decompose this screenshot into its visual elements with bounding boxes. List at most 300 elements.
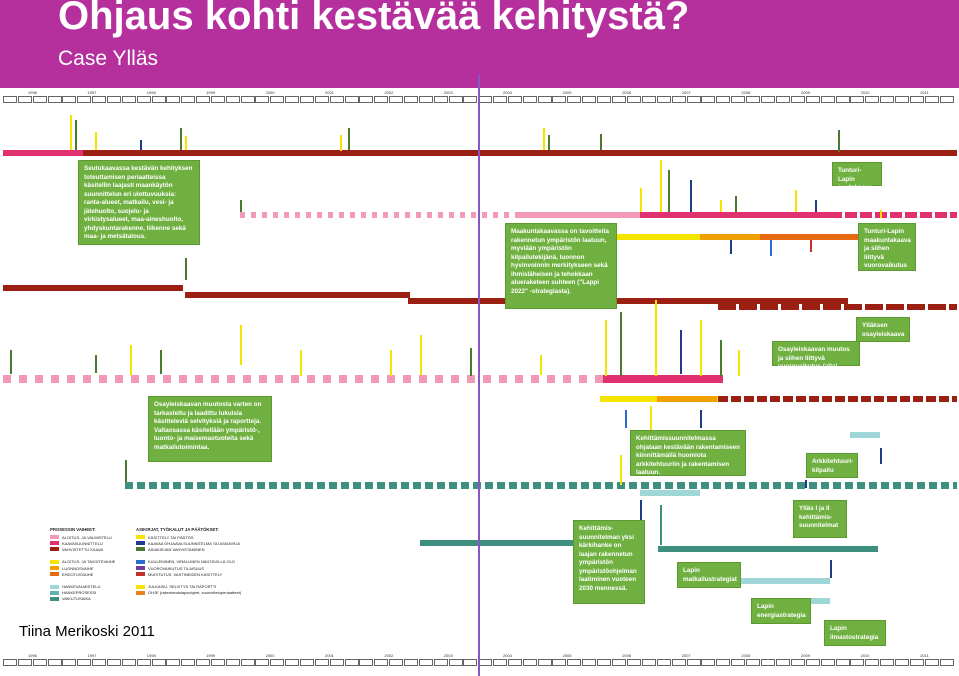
quarter-cell — [478, 659, 492, 666]
year-label: 2003 — [443, 90, 453, 95]
legend-label: VUOROVAIKUTUS TILAISUUS — [148, 565, 205, 571]
quarter-cell — [880, 659, 894, 666]
event-marker — [770, 240, 772, 256]
event-marker — [720, 340, 722, 376]
bar-hanke-impact — [893, 482, 901, 489]
quarter-cell — [48, 96, 62, 103]
quarter-cell — [255, 659, 269, 666]
bar-hanke-impact — [593, 482, 601, 489]
bar-maakunta-plan-2 — [935, 212, 947, 218]
legend-swatch — [136, 541, 145, 545]
bar-yleiskaava-valid-4 — [928, 304, 946, 310]
quarter-cell — [925, 659, 939, 666]
bar-hanke-impact — [389, 482, 397, 489]
legend-label: OHJE (rakentamistapaohjeet, suunnitteluperiaatteet) — [148, 590, 242, 596]
bar-yleiskaava-valid-4 — [823, 304, 841, 310]
quarter-cell — [181, 659, 195, 666]
year-label: 2007 — [681, 90, 691, 95]
quarter-cell — [181, 96, 195, 103]
quarter-cell — [627, 659, 641, 666]
bar-yleiskaava-valid — [3, 285, 183, 291]
quarter-cell — [791, 659, 805, 666]
quarter-cell — [330, 96, 344, 103]
bar-osayleiskaava-valid — [744, 396, 754, 402]
bar-maakunta-prep — [383, 212, 388, 218]
bar-hanke-impact — [317, 482, 325, 489]
bar-osayleiskaava-valid — [783, 396, 793, 402]
bar-hanke-impact — [737, 482, 745, 489]
quarter-cell — [226, 659, 240, 666]
legend-process-phases — [50, 527, 130, 602]
legend-swatch — [50, 578, 59, 582]
quarter-cell — [33, 96, 47, 103]
callout-osayleiskaava-muutos: Osayleiskaavan muutos ja siihen liittyvä vuorovaikutus (alla) — [772, 341, 860, 366]
bar-yleiskaava-valid-4 — [760, 304, 778, 310]
bar-hanke-impact — [905, 482, 913, 489]
quarter-cell — [850, 659, 864, 666]
year-label: 1997 — [87, 90, 97, 95]
event-marker — [668, 170, 670, 212]
bar-maakunta-prep — [427, 212, 432, 218]
quarter-cell — [374, 96, 388, 103]
legend-item — [50, 596, 130, 602]
quarter-cell — [552, 659, 566, 666]
legend-swatch — [50, 572, 59, 576]
bar-osayleiskaava-prep — [499, 375, 507, 383]
quarter-cell — [62, 96, 76, 103]
bar-osayleiskaava-prep — [275, 375, 283, 383]
bar-maakunta-prep — [482, 212, 487, 218]
event-marker — [650, 406, 652, 430]
legend-label: LUONNOSVAIHE — [62, 565, 94, 571]
bar-maakunta-prep — [262, 212, 267, 218]
bar-maakunta-plan-2 — [920, 212, 932, 218]
event-marker — [880, 210, 882, 218]
quarter-cell — [731, 96, 745, 103]
event-marker — [690, 180, 692, 212]
bar-seutukaava-valid-2 — [833, 150, 957, 156]
event-marker — [348, 128, 350, 150]
quarter-cell — [211, 659, 225, 666]
quarter-cell — [434, 659, 448, 666]
quarter-cell — [627, 96, 641, 103]
bar-osayleiskaava-valid — [822, 396, 832, 402]
bar-hanke-impact — [509, 482, 517, 489]
callout-lapin-matkailustrategiat: Lapin matkailustrategiat — [677, 562, 741, 588]
quarter-cell — [137, 659, 151, 666]
bar-osayleiskaava-prep — [483, 375, 491, 383]
page-title: Ohjaus kohti kestävää kehitystä? — [58, 0, 690, 38]
bar-maakunta-plan — [640, 212, 830, 218]
year-label: 1997 — [87, 653, 97, 658]
bar-hanke-impact — [581, 482, 589, 489]
event-marker — [130, 345, 132, 375]
quarter-cell — [330, 659, 344, 666]
quarter-cell — [523, 659, 537, 666]
bar-osayleiskaava-draft-2 — [657, 396, 717, 402]
quarter-cell — [241, 659, 255, 666]
quarter-cell — [821, 96, 835, 103]
quarter-cell — [419, 659, 433, 666]
bar-osayleiskaava-prep — [115, 375, 123, 383]
year-label: 1996 — [28, 653, 37, 658]
event-marker — [140, 140, 142, 150]
author-credit: Tiina Merikoski 2011 — [19, 623, 155, 640]
quarter-cell — [107, 96, 121, 103]
bar-hanke-impact — [149, 482, 157, 489]
callout-kehittamissuunnitelma: Kehittämissuunnitelmassa ohjataan kestävään rakentamiseen kiinnittämällä huomiota arkkitehtuuriin ja rakentamisen laatuun. — [630, 430, 746, 476]
bar-osayleiskaava-prep — [291, 375, 299, 383]
event-marker — [620, 312, 622, 376]
bar-hanke-impact — [161, 482, 169, 489]
event-marker — [185, 258, 187, 280]
quarter-cell — [552, 96, 566, 103]
year-label: 1998 — [146, 653, 156, 658]
bar-osayleiskaava-prep — [419, 375, 427, 383]
bar-hanke-impact — [953, 482, 957, 489]
bar-osayleiskaava-prep — [371, 375, 379, 383]
quarter-cell — [597, 659, 611, 666]
callout-yllas-kehittamis: Ylläs I ja II kehittämis-suunnitelmat — [793, 500, 847, 538]
bar-hanke-impact — [353, 482, 361, 489]
year-label: 2009 — [801, 653, 810, 658]
quarter-cell — [925, 96, 939, 103]
legend-label: JULKAISU, SELVITYS TAI RAPORTTI — [148, 584, 217, 590]
quarter-cell — [746, 96, 760, 103]
quarter-cell — [612, 96, 626, 103]
bar-hanke-impact — [233, 482, 241, 489]
year-label: 2006 — [622, 90, 632, 95]
bar-osayleiskaava-plan — [603, 375, 723, 383]
legend-swatch — [50, 535, 59, 539]
quarter-cell — [166, 96, 180, 103]
event-marker — [815, 200, 817, 212]
bar-hanke-impact — [929, 482, 937, 489]
quarter-cell — [359, 659, 373, 666]
bar-osayleiskaava-prep — [211, 375, 219, 383]
quarter-cell — [806, 96, 820, 103]
bar-hanke-impact — [629, 482, 637, 489]
bar-maakunta-prep — [493, 212, 498, 218]
event-marker — [95, 355, 97, 373]
quarter-cell — [449, 659, 463, 666]
year-label: 2000 — [265, 90, 275, 95]
bar-hanke-impact — [845, 482, 853, 489]
event-marker — [700, 320, 702, 376]
bar-osayleiskaava-prep — [563, 375, 571, 383]
legend-item — [136, 590, 266, 596]
bar-osayleiskaava-prep — [3, 375, 11, 383]
legend-process-title: PROSESSIN VAIHEET: — [50, 527, 96, 532]
legend-label: ALOITUS- JA VALMISTELU — [62, 534, 112, 540]
event-marker — [185, 136, 187, 150]
legend-swatch — [50, 547, 59, 551]
bar-arkkitehtuuri-prep — [850, 432, 880, 438]
quarter-cell — [359, 96, 373, 103]
bar-hanke-prep — [640, 490, 700, 496]
bar-hanke-impact — [557, 482, 565, 489]
bar-osayleiskaava-prep — [67, 375, 75, 383]
bar-osayleiskaava-prep — [435, 375, 443, 383]
bar-hanke-impact — [293, 482, 301, 489]
legend-swatch — [136, 566, 145, 570]
quarter-cell — [895, 659, 909, 666]
year-label: 2005 — [562, 90, 572, 95]
legend-label: VAHVISTETTU KAAVA — [62, 546, 104, 552]
quarter-cell — [523, 96, 537, 103]
event-marker — [720, 200, 722, 212]
bar-osayleiskaava-valid — [926, 396, 936, 402]
bar-maakunta-prep — [394, 212, 399, 218]
quarter-cell — [538, 659, 552, 666]
quarter-cell — [404, 659, 418, 666]
quarter-cell — [107, 659, 121, 666]
bar-maakunta-prep — [471, 212, 476, 218]
quarter-cell — [940, 96, 954, 103]
quarter-cell — [315, 96, 329, 103]
legend-label: ASIAKIRJAN VAHVISTAMINEN — [148, 546, 205, 552]
event-marker — [625, 410, 627, 428]
bar-hanke-impact — [725, 482, 733, 489]
legend-swatch — [50, 585, 59, 589]
bar-yleiskaava-valid-4 — [844, 304, 862, 310]
quarter-cell — [196, 659, 210, 666]
bar-matkailu-prep — [730, 578, 830, 584]
bar-maakunta-plan-2 — [830, 212, 842, 218]
bar-osayleiskaava-prep — [515, 375, 523, 383]
legend-swatch — [50, 554, 59, 558]
year-divider-2004 — [478, 75, 480, 676]
bar-hanke-impact — [653, 482, 661, 489]
bar-osayleiskaava-valid — [835, 396, 845, 402]
quarter-cell — [880, 96, 894, 103]
bar-osayleiskaava-prep — [51, 375, 59, 383]
bar-yleiskaava-valid-4 — [886, 304, 904, 310]
bar-hanke-impact — [413, 482, 421, 489]
bar-yleiskaava-valid-4 — [865, 304, 883, 310]
event-marker — [730, 240, 732, 254]
bar-hanke-impact — [209, 482, 217, 489]
legend-swatch — [50, 597, 59, 601]
event-marker — [240, 200, 242, 212]
quarter-cell — [48, 659, 62, 666]
callout-lapin-ilmastostrategia: Lapin ilmastostrategia — [824, 620, 886, 646]
quarter-cell — [270, 659, 284, 666]
event-marker — [810, 240, 812, 252]
bar-maakunta-prep — [273, 212, 278, 218]
bar-hanke-impact — [281, 482, 289, 489]
bar-osayleiskaava-prep — [403, 375, 411, 383]
quarter-cell — [672, 96, 686, 103]
legend-swatch — [136, 554, 145, 558]
bar-osayleiskaava-prep — [387, 375, 395, 383]
quarter-cell — [463, 659, 477, 666]
quarter-cell — [300, 96, 314, 103]
page-subtitle: Case Ylläs — [58, 47, 158, 70]
bar-osayleiskaava-valid — [731, 396, 741, 402]
quarter-cell — [761, 96, 775, 103]
quarter-cell — [3, 659, 17, 666]
quarter-cell — [389, 96, 403, 103]
quarter-cell — [612, 659, 626, 666]
quarter-cell — [642, 659, 656, 666]
quarter-cell — [345, 659, 359, 666]
bar-maakunta-prep — [460, 212, 465, 218]
bar-yleiskaava-valid-4 — [718, 304, 736, 310]
quarter-cell — [33, 659, 47, 666]
bar-osayleiskaava-valid — [861, 396, 871, 402]
quarter-cell — [836, 96, 850, 103]
bar-maakunta-prep — [317, 212, 322, 218]
legend-swatch — [136, 578, 145, 582]
bar-hanke-impact — [641, 482, 649, 489]
quarter-cell — [716, 659, 730, 666]
quarter-cell — [493, 659, 507, 666]
bar-yleiskaava-valid-4 — [739, 304, 757, 310]
quarter-cell — [850, 96, 864, 103]
bar-osayleiskaava-prep — [259, 375, 267, 383]
quarter-cell — [270, 96, 284, 103]
legend-label: HANKEVALMISTELU — [62, 584, 101, 590]
quarter-cell — [836, 659, 850, 666]
year-label: 2010 — [860, 90, 870, 95]
event-marker — [300, 350, 302, 376]
bar-hanke-impact — [917, 482, 925, 489]
quarter-cell — [910, 659, 924, 666]
quarter-cell — [3, 96, 17, 103]
quarter-cell — [776, 96, 790, 103]
callout-kehittamis-2030: Kehittämis-suunnitelman yksi kärkihanke on laajan rakennetun ympäristön ympäristöohjelman laatiminen vuoteen 2030 mennessä. — [573, 520, 645, 604]
legend-swatch — [50, 591, 59, 595]
quarter-cell — [716, 96, 730, 103]
quarter-cell — [463, 96, 477, 103]
quarter-cell — [478, 96, 492, 103]
bar-osayleiskaava-prep — [227, 375, 235, 383]
event-marker — [75, 120, 77, 150]
bar-osayleiskaava-valid — [900, 396, 910, 402]
event-marker — [548, 135, 550, 150]
year-label: 2008 — [741, 90, 751, 95]
bar-osayleiskaava-prep — [83, 375, 91, 383]
bar-hanke-impact — [461, 482, 469, 489]
legend-swatch — [50, 566, 59, 570]
year-label: 2011 — [920, 653, 929, 658]
bar-hanke-impact — [437, 482, 445, 489]
bar-maakunta-prep — [416, 212, 421, 218]
bar-osayleiskaava-prep — [243, 375, 251, 383]
event-marker — [838, 130, 840, 152]
bar-maakunta-plan-2 — [905, 212, 917, 218]
bar-osayleiskaava-valid — [718, 396, 728, 402]
year-label: 2002 — [384, 653, 394, 658]
bar-maakunta-prep — [306, 212, 311, 218]
quarter-cell — [449, 96, 463, 103]
quarter-cell — [241, 96, 255, 103]
bar-hanke-impact — [809, 482, 817, 489]
quarter-cell — [493, 96, 507, 103]
legend-label: KUULEMINEN, VIRALLINEN NÄHTÄVILLÄ OLO — [148, 559, 235, 565]
year-label: 2000 — [265, 653, 275, 658]
legend — [50, 527, 260, 617]
year-label: 1998 — [146, 90, 156, 95]
callout-lapin-energiastrategia: Lapin energiastrategia — [751, 598, 811, 624]
quarter-cell — [582, 96, 596, 103]
bar-hanke-impact — [773, 482, 781, 489]
bar-maakunta-plan-2 — [845, 212, 857, 218]
bar-hanke-impact — [701, 482, 709, 489]
legend-label: KÄSITTELY TAI PÄÄTÖS — [148, 534, 194, 540]
quarter-cell — [18, 96, 32, 103]
event-marker — [340, 135, 342, 151]
callout-arkkitehtuurikilpailu: Arkkitehtuuri-kilpailu — [806, 453, 858, 478]
bar-hanke-impact — [245, 482, 253, 489]
bar-osayleiskaava-valid — [848, 396, 858, 402]
quarter-cell — [226, 96, 240, 103]
legend-label: MUISTUTUS, VASTINEIDEN KÄSITTELY — [148, 571, 223, 577]
quarter-cell — [687, 96, 701, 103]
legend-label: KAAVAA OHJAAVA SUUNNITELMA TAI ASIAKIRJA — [148, 540, 241, 546]
bar-hanke-impact — [533, 482, 541, 489]
event-marker — [390, 350, 392, 376]
quarter-cell — [196, 96, 210, 103]
bar-osayleiskaava-prep — [147, 375, 155, 383]
bar-osayleiskaava-prep — [595, 375, 603, 383]
quarter-cell — [910, 96, 924, 103]
legend-label: ALOITUS- JA TAVOITEVAIHE — [62, 559, 116, 565]
year-label: 2001 — [325, 653, 334, 658]
quarter-cell — [642, 96, 656, 103]
quarter-cell — [776, 659, 790, 666]
quarter-cell — [374, 659, 388, 666]
quarter-cell — [211, 96, 225, 103]
quarter-cell — [657, 659, 671, 666]
callout-tunturi-maakuntakaava: Tunturi-Lapin maakuntakaava ja siihen liittyvä vuorovaikutus — [858, 223, 916, 271]
bar-hanke-impact — [305, 482, 313, 489]
bar-hanke-impact — [785, 482, 793, 489]
bar-hanke-impact — [605, 482, 613, 489]
quarter-cell — [77, 659, 91, 666]
bar-seutukaava-plan — [3, 150, 83, 156]
legend-swatch — [136, 572, 145, 576]
bar-hanke-impact — [449, 482, 457, 489]
bar-maakunta-prep-2 — [520, 212, 640, 218]
quarter-cell — [255, 96, 269, 103]
quarter-cell — [761, 659, 775, 666]
event-marker — [805, 480, 807, 488]
bar-osayleiskaava-valid — [874, 396, 884, 402]
event-marker — [95, 132, 97, 150]
bar-osayleiskaava-prep — [179, 375, 187, 383]
quarter-cell — [865, 659, 879, 666]
quarter-cell — [77, 96, 91, 103]
event-marker — [700, 410, 702, 428]
bar-osayleiskaava-prep — [451, 375, 459, 383]
event-marker — [640, 188, 642, 212]
quarter-cell — [18, 659, 32, 666]
quarter-cell — [567, 659, 581, 666]
year-label: 1999 — [206, 653, 216, 658]
legend-swatch — [136, 585, 145, 589]
bar-osayleiskaava-prep — [99, 375, 107, 383]
callout-maakuntakaava: Maakuntakaavassa on tavoitteita rakennetun ympäristön laatuun, myviään ympäristön kilpailutekijänä, luonnon hyvinvoinnin merkitykseen sekä ihmisläheisen ja tehokkaan alueraketeen suhteen ("Lappi 2022" -strategiasta). — [505, 223, 617, 309]
bar-maakunta-prep — [350, 212, 355, 218]
bar-hanke-impact — [173, 482, 181, 489]
bar-hanke-impact — [125, 482, 133, 489]
quarter-cell — [137, 96, 151, 103]
quarter-cell — [895, 96, 909, 103]
legend-swatch — [50, 541, 59, 545]
quarter-cell — [657, 96, 671, 103]
